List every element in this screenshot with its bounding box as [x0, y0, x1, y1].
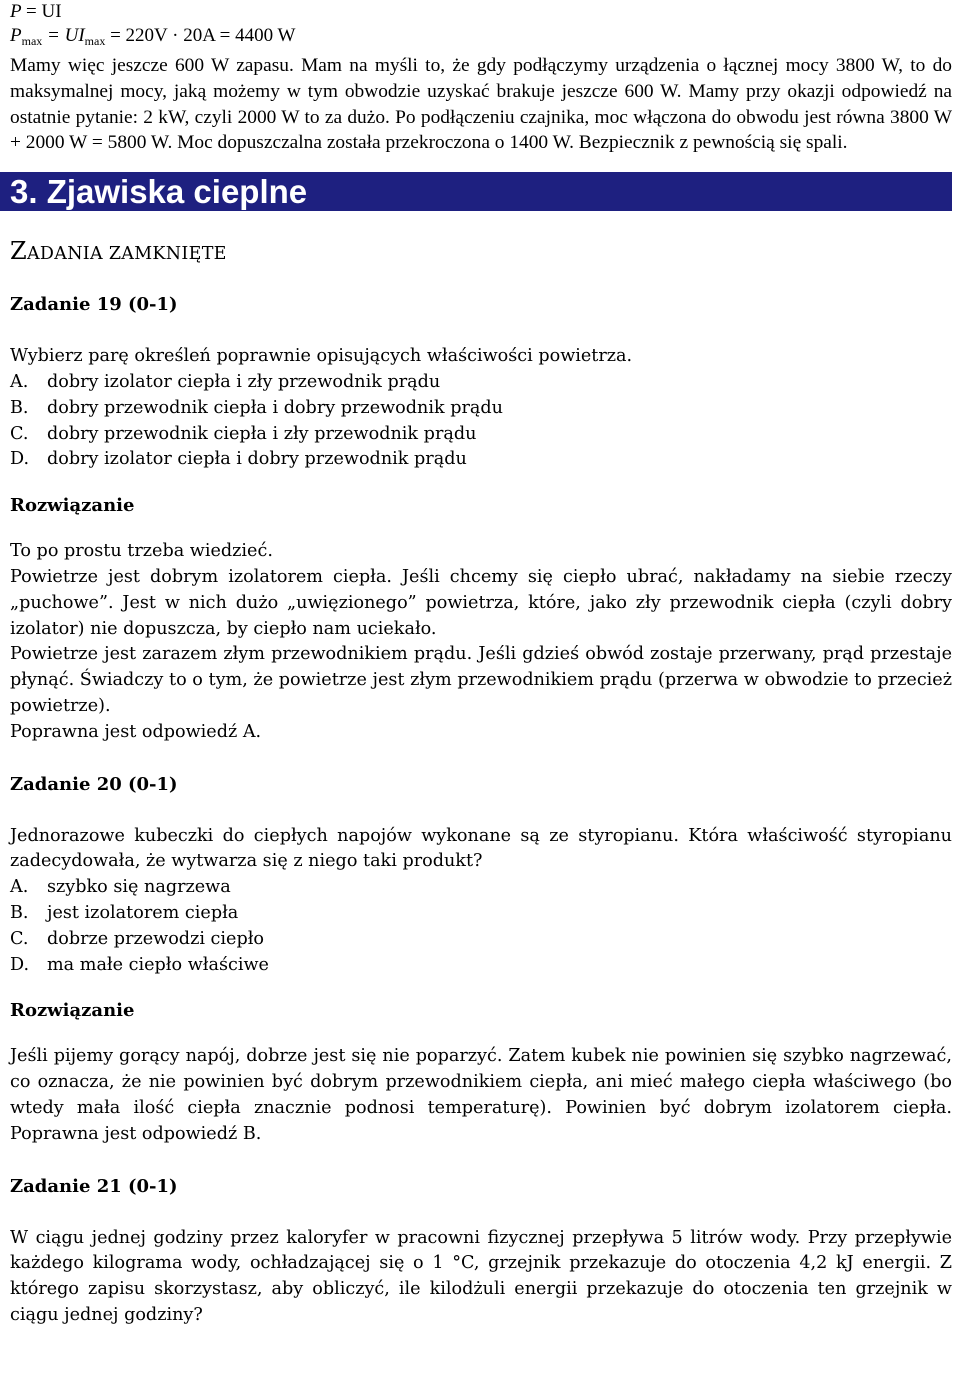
formula-lhs: P [10, 1, 22, 22]
task-heading: Zadanie 21 (0-1) [10, 1175, 178, 1197]
task-body [10, 1226, 952, 1329]
intro-paragraph [10, 53, 952, 156]
option-a [10, 875, 952, 901]
answer-options [10, 875, 952, 978]
option-a [10, 370, 952, 396]
formula-result: = 220V · 20A = 4400 W [105, 25, 296, 46]
task-body [10, 824, 952, 979]
solution-paragraph: Powietrze jest dobrym izolatorem ciepła. Jeśli chcemy się ciepło ubrać, nakładamy na siebie rzeczy „puchowe”. Jest w nich dużo „uwięzionego” powietrza, które, jako zły przewodnik ciepła (czyli dobry izolator) nie dopuszcza, by ciepło nam uciekało. [10, 566, 952, 639]
formula-power [10, 0, 952, 24]
option-c [10, 422, 952, 448]
solution-body [10, 1044, 952, 1147]
formula-p: P [10, 25, 22, 46]
formula-sub-max-2: max [84, 34, 106, 48]
option-text: dobry izolator ciepła i dobry przewodnik prądu [47, 449, 467, 470]
option-letter: C. [10, 928, 29, 949]
formula-ui: = UI [42, 25, 85, 46]
intro-text: Mamy więc jeszcze 600 W zapasu. Mam na myśli to, że gdy podłączymy urządzenia o łącznej mocy 3800 W, to do maksymalnej mocy, jaką możemy w tym obwodzie uzyskać brakuje jeszcze 600 W. Mamy przy okazji odpowiedź na ostatnie pytanie: 2 kW, czyli 2000 W to za dużo. Po podłączeniu czajnika, moc włączona do obwodu jest równa 3800 W + 2000 W = 5800 W. Moc dopuszczalna została przekroczona o 1400 W. Bezpiecznik z pewnością się spali. [10, 55, 952, 154]
option-d [10, 953, 952, 979]
task-question: Wybierz parę określeń poprawnie opisujących właściwości powietrza. [10, 346, 633, 367]
task-question: Jednorazowe kubeczki do ciepłych napojów wykonane są ze styropianu. Która właściwość styropianu zadecydowała, że wytwarza się z niego taki produkt? [10, 825, 952, 872]
option-letter: C. [10, 423, 29, 444]
solution-paragraph: To po prostu trzeba wiedzieć. [10, 541, 273, 562]
solution-paragraph: Jeśli pijemy gorący napój, dobrze jest się nie poparzyć. Zatem kubek nie powinien się szybko nagrzewać, co oznacza, że nie powinien być dobrym przewodnikiem ciepła, ani mieć małego ciepła właściwego (bo wtedy mała ilość ciepła znacznie podnosi temperaturę). Powinien być dobrym izolatorem ciepła. Poprawna jest odpowiedź B. [10, 1046, 952, 1144]
option-letter: D. [10, 449, 30, 470]
task-20 [10, 772, 952, 1148]
option-text: szybko się nagrzewa [47, 877, 231, 898]
task-heading: Zadanie 20 (0-1) [10, 773, 178, 795]
task-body [10, 344, 952, 473]
document-page [10, 0, 952, 1329]
option-text: dobry izolator ciepła i zły przewodnik prądu [47, 371, 441, 392]
section-heading-bar [0, 172, 952, 211]
section-title: 3. Zjawiska cieplne [10, 173, 308, 211]
closed-heading-rest: ADANIA ZAMKNIĘTE [26, 244, 227, 265]
option-d [10, 447, 952, 473]
option-letter: D. [10, 954, 30, 975]
option-letter: A. [10, 371, 29, 392]
solution-heading: Rozwiązanie [10, 495, 135, 517]
option-b [10, 901, 952, 927]
solution-heading: Rozwiązanie [10, 1000, 135, 1022]
option-b [10, 396, 952, 422]
task-heading: Zadanie 19 (0-1) [10, 294, 178, 316]
closed-tasks-heading [10, 237, 952, 268]
solution-answer: Poprawna jest odpowiedź A. [10, 721, 262, 742]
option-text: jest izolatorem ciepła [47, 902, 239, 923]
option-letter: B. [10, 902, 29, 923]
option-c [10, 927, 952, 953]
option-letter: B. [10, 397, 29, 418]
option-letter: A. [10, 877, 29, 898]
task-question: W ciągu jednej godziny przez kaloryfer w pracowni fizycznej przepływa 5 litrów wody. Przy przepływie każdego kilograma wody, ochładzającej się o 1 °C, grzejnik przekazuje do otoczenia 4,2 kJ energii. Z którego zapisu skorzystasz, aby obliczyć, ile kilodżuli energii przekazuje do otoczenia ten grzejnik w ciągu jednej godziny? [10, 1227, 952, 1325]
closed-heading-initial: Z [10, 237, 27, 266]
answer-options [10, 370, 952, 473]
formula-sub-max: max [21, 34, 43, 48]
solution-paragraph: Powietrze jest zarazem złym przewodnikiem prądu. Jeśli gdzieś obwód zostaje przerwany, prąd przestaje płynąć. Świadczy to o tym, że powietrze jest złym przewodnikiem prądu (przerwa w obwodzie to przecież powietrze). [10, 644, 952, 716]
formula-rhs: = UI [26, 1, 62, 22]
option-text: dobrze przewodzi ciepło [47, 928, 265, 949]
option-text: dobry przewodnik ciepła i dobry przewodnik prądu [47, 397, 503, 418]
formula-max-power [10, 24, 952, 53]
task-21 [10, 1174, 952, 1329]
option-text: dobry przewodnik ciepła i zły przewodnik prądu [47, 423, 477, 444]
solution-body [10, 539, 952, 745]
task-19 [10, 292, 952, 745]
option-text: ma małe ciepło właściwe [47, 954, 269, 975]
